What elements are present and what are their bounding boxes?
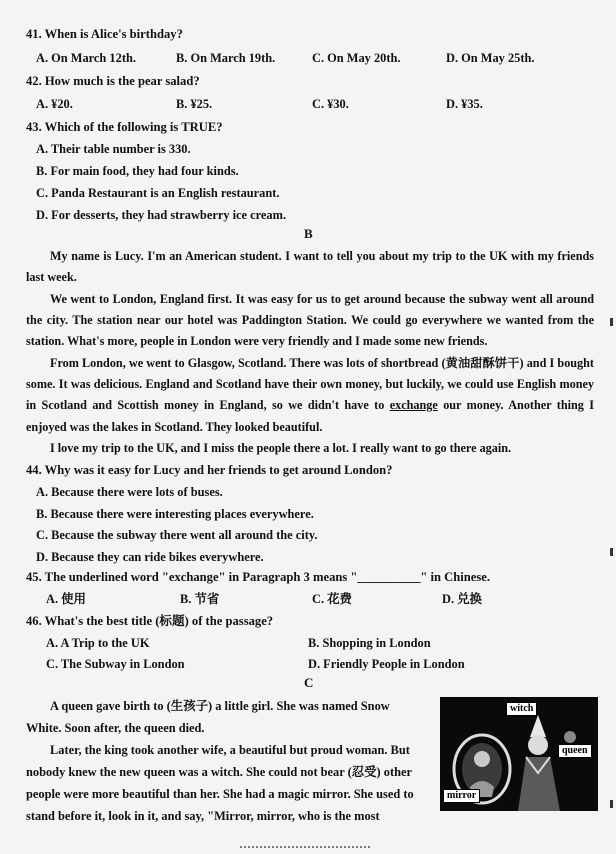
picture-label-witch: witch (506, 702, 537, 716)
q45-option-b: B. 节省 (180, 592, 220, 606)
q41-option-d: D. On May 25th. (446, 51, 535, 65)
section-c-line-5: people were more beautiful than her. She had a magic mirror. She used to (26, 787, 414, 801)
section-b-paragraph-4 (26, 438, 594, 459)
section-b-p3-text-before: From London, we went to Glasgow, Scotland. There was lots of shortbread (黄油甜酥饼干) and I bought some. It was delicious. England and Scotland have their own money, but luckily, we could use English money in Scotland and Scottish money in England, so we didn't have to (26, 356, 594, 413)
section-b-paragraph-1 (26, 246, 594, 288)
q42-option-b: B. ¥25. (176, 97, 213, 111)
q43-option-d: D. For desserts, they had strawberry ice cream. (36, 208, 287, 222)
question-43: 43. Which of the following is TRUE? (26, 120, 223, 134)
q43-option-c: C. Panda Restaurant is an English restaurant. (36, 186, 280, 200)
q45-option-a: A. 使用 (46, 592, 86, 606)
question-46: 46. What's the best title (标题) of the passage? (26, 614, 274, 628)
section-b-label: B (304, 226, 313, 241)
picture-label-mirror: mirror (443, 789, 480, 803)
scan-margin-mark (610, 800, 613, 808)
q46-option-d: D. Friendly People in London (308, 657, 465, 671)
underlined-word-exchange: exchange (389, 398, 438, 413)
section-c-line-3: Later, the king took another wife, a beautiful but proud woman. But (50, 743, 410, 757)
q46-option-b: B. Shopping in London (308, 636, 431, 650)
q44-option-a: A. Because there were lots of buses. (36, 485, 223, 499)
q46-option-c: C. The Subway in London (46, 657, 185, 671)
q43-option-b: B. For main food, they had four kinds. (36, 164, 239, 178)
section-c-label: C (304, 675, 314, 690)
page-footer-faint (240, 846, 370, 854)
q44-option-c: C. Because the subway there went all around the city. (36, 528, 318, 542)
question-45: 45. The underlined word "exchange" in Paragraph 3 means "__________" in Chinese. (26, 570, 491, 584)
question-41: 41. When is Alice's birthday? (26, 27, 183, 41)
section-b-p4-text: I love my trip to the UK, and I miss the people there a lot. I really want to go there again. (50, 441, 512, 455)
q41-option-b: B. On March 19th. (176, 51, 276, 65)
picture-label-queen: queen (558, 744, 592, 758)
section-c-line-4: nobody knew the new queen was a witch. She could not bear (忍受) other (26, 765, 412, 779)
section-c-line-6: stand before it, look in it, and say, "Mirror, mirror, who is the most (26, 809, 380, 823)
question-44: 44. Why was it easy for Lucy and her friends to get around London? (26, 463, 393, 477)
snow-white-illustration (440, 697, 598, 811)
section-c-line-1: A queen gave birth to (生孩子) a little girl. She was named Snow (50, 699, 390, 713)
q45-option-d: D. 兑换 (442, 592, 482, 606)
q43-option-a: A. Their table number is 330. (36, 142, 191, 156)
q44-option-b: B. Because there were interesting places everywhere. (36, 507, 314, 521)
q41-option-c: C. On May 20th. (312, 51, 401, 65)
q44-option-d: D. Because they can ride bikes everywhere. (36, 550, 264, 564)
scan-margin-mark (610, 548, 613, 556)
section-b-p2-text: We went to London, England first. It was easy for us to get around because the subway went all around the city. The station near our hotel was Paddington Station. We could go everywhere we wanted from the station. What's more, people in London were very friendly and I made some new friends. (26, 292, 594, 349)
q42-option-a: A. ¥20. (36, 97, 73, 111)
scan-margin-mark (610, 318, 613, 326)
section-b-p1-text: My name is Lucy. I'm an American student. I want to tell you about my trip to the UK with my friends last week. (26, 249, 594, 285)
q42-option-d: D. ¥35. (446, 97, 483, 111)
q41-option-a: A. On March 12th. (36, 51, 136, 65)
section-c-line-2: White. Soon after, the queen died. (26, 721, 205, 735)
section-b-p3-text-after: our money. Another thing I enjoyed was the lakes in Scotland. They looked beautiful. (26, 398, 594, 434)
section-b-paragraph-3 (26, 353, 594, 438)
q46-option-a: A. A Trip to the UK (46, 636, 150, 650)
question-42: 42. How much is the pear salad? (26, 74, 200, 88)
q45-option-c: C. 花费 (312, 592, 352, 606)
q42-option-c: C. ¥30. (312, 97, 349, 111)
section-b-paragraph-2 (26, 289, 594, 353)
